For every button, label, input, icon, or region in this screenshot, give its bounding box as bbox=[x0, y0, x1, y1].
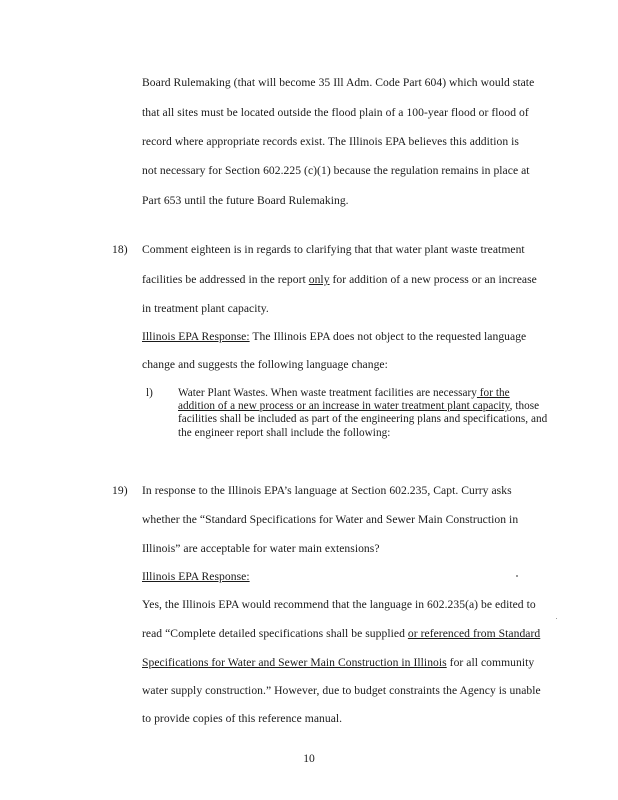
comment-19-line: In response to the Illinois EPA’s language at Section 602.235, Capt. Curry asks bbox=[142, 484, 512, 497]
paragraph-line: Board Rulemaking (that will become 35 Ill Adm. Code Part 604) which would state bbox=[142, 76, 535, 89]
paragraph-line: record where appropriate records exist. The Illinois EPA believes this addition is bbox=[142, 135, 519, 148]
comment-19-line: Illinois” are acceptable for water main extensions? bbox=[142, 542, 380, 555]
comment-18-line bbox=[142, 273, 537, 287]
text: read “Complete detailed specifications shall be supplied bbox=[142, 627, 408, 640]
comment-19-line: whether the “Standard Specifications for Water and Sewer Main Construction in bbox=[142, 513, 519, 526]
text: Water Plant Wastes. When waste treatment facilities are necessary bbox=[178, 387, 477, 399]
text: facilities be addressed in the report bbox=[142, 273, 309, 286]
comment-18-line: in treatment plant capacity. bbox=[142, 302, 269, 315]
paragraph-line: not necessary for Section 602.225 (c)(1) because the regulation remains in place at bbox=[142, 164, 530, 177]
comment-19-number: 19) bbox=[112, 484, 128, 497]
scan-speck bbox=[516, 575, 518, 577]
scan-speck bbox=[556, 618, 557, 619]
response-text: The Illinois EPA does not object to the requested language bbox=[249, 330, 527, 343]
sub-item-line: the engineer report shall include the following: bbox=[178, 427, 391, 439]
comment-18-number: 18) bbox=[112, 243, 128, 256]
response-line bbox=[142, 627, 540, 641]
underlined-text: Specifications for Water and Sewer Main Construction in Illinois bbox=[142, 656, 447, 669]
underlined-text: only bbox=[308, 273, 330, 286]
response-line bbox=[142, 656, 534, 670]
response-label: Illinois EPA Response: bbox=[142, 330, 250, 343]
response-line: change and suggests the following language change: bbox=[142, 358, 388, 371]
sub-item-line bbox=[178, 400, 539, 413]
sub-item-marker: l) bbox=[146, 387, 153, 399]
response-label: Illinois EPA Response: bbox=[142, 570, 250, 583]
underlined-text: for the bbox=[476, 387, 510, 399]
response-line: water supply construction.” However, due to budget constraints the Agency is unable bbox=[142, 684, 541, 697]
page-number: 10 bbox=[303, 752, 315, 765]
sub-item-line: facilities shall be included as part of the engineering plans and specifications, and bbox=[178, 413, 548, 425]
response-line: Yes, the Illinois EPA would recommend that the language in 602.235(a) be edited to bbox=[142, 598, 536, 611]
response-line: to provide copies of this reference manual. bbox=[142, 712, 343, 725]
paragraph-line: Part 653 until the future Board Rulemaking. bbox=[142, 194, 349, 207]
response-line bbox=[142, 330, 526, 344]
text: , those bbox=[509, 400, 540, 412]
comment-18-line: Comment eighteen is in regards to clarifying that that water plant waste treatment bbox=[142, 243, 525, 256]
text: for all community bbox=[446, 656, 535, 669]
text: for addition of a new process or an increase bbox=[329, 273, 537, 286]
underlined-text: addition of a new process or an increase in water treatment plant capacity bbox=[178, 400, 510, 412]
sub-item-line bbox=[178, 387, 510, 400]
underlined-text: or referenced from Standard bbox=[407, 627, 541, 640]
paragraph-line: that all sites must be located outside the flood plain of a 100-year flood or flood of bbox=[142, 106, 529, 119]
